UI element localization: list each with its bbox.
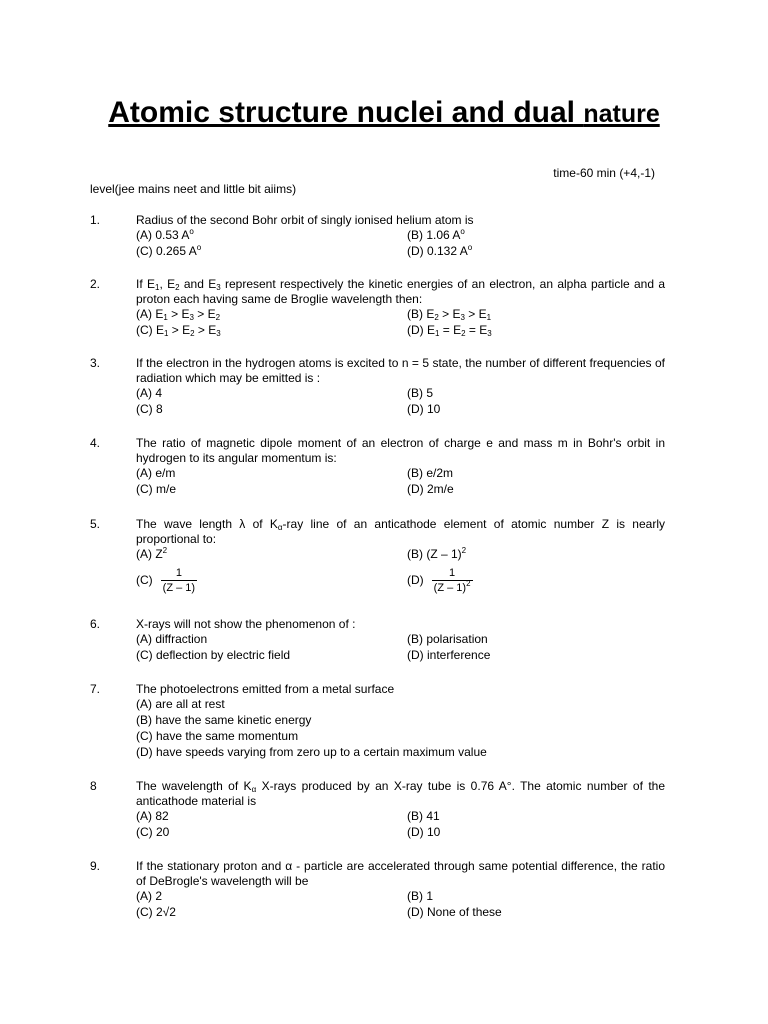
level-info: level(jee mains neet and little bit aiims) — [90, 182, 297, 196]
options — [136, 386, 665, 418]
question-9 — [90, 859, 665, 921]
question-4 — [90, 436, 665, 498]
question-stem: The wavelength of $K_\alpha$ X-rays produced by an X-ray tube is 0.76 A°. The atomic number of the anticathode material is — [136, 779, 666, 808]
question-number: 2. — [90, 277, 101, 291]
options — [136, 809, 665, 841]
fraction-numerator: 1 — [432, 567, 473, 581]
fraction-numerator: 1 — [161, 567, 197, 581]
option-c: (C) m/e — [136, 482, 176, 496]
option-c: (C) $E_1 > E_2 > E_3$ — [136, 323, 221, 338]
page-title — [0, 96, 768, 130]
option-a: (A) 2 — [136, 889, 163, 903]
option-b: (B) 1 — [407, 889, 434, 903]
option-a: (A) 82 — [136, 809, 169, 823]
option-a: (A) diffraction — [136, 632, 208, 646]
option-d: (D) None of these — [407, 905, 502, 919]
title-part1: Atomic structure nuclei and dual — [108, 96, 584, 129]
option-d: (D) have speeds varying from zero up to a certain maximum value — [136, 745, 487, 759]
option-label: (C) — [136, 573, 153, 588]
question-stem: The photoelectrons emitted from a metal surface — [136, 682, 395, 696]
options — [136, 889, 665, 921]
question-5 — [90, 517, 665, 593]
fraction — [161, 567, 197, 595]
question-number: 8 — [90, 779, 97, 793]
option-c: (C) 2√2 — [136, 905, 176, 919]
option-c: (C) 20 — [136, 825, 170, 839]
option-b: (B) 5 — [407, 386, 434, 400]
question-8 — [90, 779, 665, 841]
question-3 — [90, 356, 665, 418]
question-stem: If the stationary proton and α - particle are accelerated through same potential difference, the ratio of DeBrogle's wavelength will be — [136, 859, 665, 888]
title-part2: nature — [583, 100, 660, 128]
options — [136, 697, 665, 761]
options — [136, 632, 665, 664]
question-stem: The ratio of magnetic dipole moment of an electron of charge e and mass m in Bohr's orbit in hydrogen to its angular momentum is: — [136, 436, 665, 465]
option-c: (C) 0.265 $A^o$ — [136, 243, 202, 258]
options — [136, 466, 665, 498]
option-b: (B) 1.06 $A^o$ — [407, 227, 465, 242]
question-stem: If $E_1$, $E_2$ and $E_3$ represent respectively the kinetic energies of an electron, an alpha particle and a proton each having same de Broglie wavelength then: — [136, 277, 665, 306]
option-a: (A) $Z^2$ — [136, 546, 168, 561]
question-stem: The wave length λ of $K_\alpha$-ray line of an anticathode element of atomic number Z is nearly proportional to: — [136, 517, 665, 546]
question-number: 7. — [90, 682, 101, 696]
option-a: (A) $E_1 > E_3 > E_2$ — [136, 307, 221, 322]
option-a: (A) 0.53 $A^o$ — [136, 227, 194, 242]
question-number: 3. — [90, 356, 101, 370]
option-d: (D) 10 — [407, 402, 441, 416]
fraction-denominator: (Z – 1) — [162, 582, 196, 594]
option-d: (D) 2m/e — [407, 482, 454, 496]
question-number: 4. — [90, 436, 101, 450]
options — [136, 307, 665, 339]
fraction-denominator: (Z – 1)$^2$ — [433, 579, 471, 594]
option-b: (B) polarisation — [407, 632, 488, 646]
option-d: (D) 0.132 $A^o$ — [407, 243, 473, 258]
option-label: (D) — [407, 573, 424, 588]
option-c: (C) have the same momentum — [136, 729, 299, 743]
question-stem: X-rays will not show the phenomenon of : — [136, 617, 356, 631]
option-a: (A) 4 — [136, 386, 163, 400]
fraction — [432, 567, 473, 595]
option-b: (B) 41 — [407, 809, 440, 823]
option-b: (B) e/2m — [407, 466, 454, 480]
question-number: 1. — [90, 213, 101, 227]
option-d — [407, 567, 473, 595]
option-d: (D) $E_1 = E_2 = E_3$ — [407, 323, 492, 338]
option-d: (D) 10 — [407, 825, 441, 839]
question-stem: If the electron in the hydrogen atoms is excited to n = 5 state, the number of different frequencies of radiation which may be emitted is : — [136, 356, 665, 385]
option-c: (C) deflection by electric field — [136, 648, 291, 662]
option-a: (A) are all at rest — [136, 697, 225, 711]
option-a: (A) e/m — [136, 466, 176, 480]
option-c — [136, 567, 197, 595]
question-2 — [90, 277, 665, 339]
options — [136, 547, 665, 593]
option-b: (B) have the same kinetic energy — [136, 713, 312, 727]
question-7 — [90, 682, 665, 761]
question-1 — [90, 213, 665, 260]
question-stem: Radius of the second Bohr orbit of singly ionised helium atom is — [136, 213, 474, 227]
question-number: 6. — [90, 617, 101, 631]
options — [136, 228, 665, 260]
time-info: time-60 min (+4,-1) — [553, 166, 655, 180]
question-number: 9. — [90, 859, 101, 873]
option-c: (C) 8 — [136, 402, 163, 416]
option-d: (D) interference — [407, 648, 491, 662]
question-6 — [90, 617, 665, 664]
option-b: (B) (Z – 1)$^2$ — [407, 546, 467, 561]
question-number: 5. — [90, 517, 101, 531]
option-b: (B) $E_2 > E_3 > E_1$ — [407, 307, 492, 322]
